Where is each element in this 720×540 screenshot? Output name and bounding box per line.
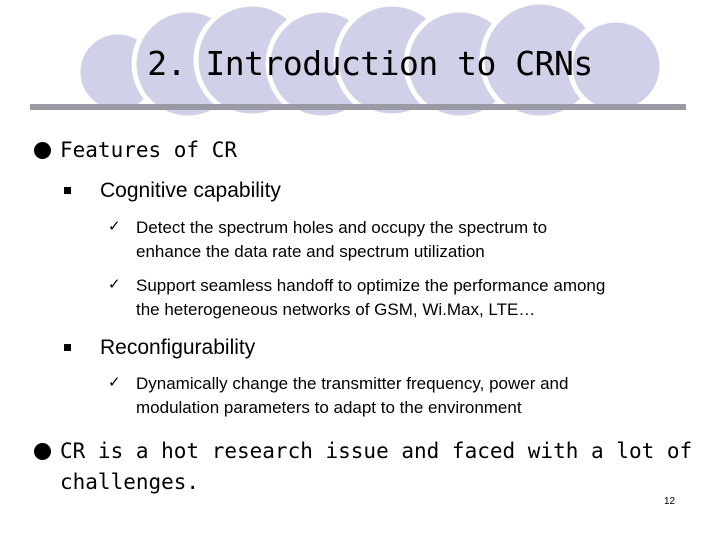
slide-title: 2. Introduction to CRNs xyxy=(147,44,593,83)
checkmark-icon: ✓ xyxy=(108,275,121,293)
bullet-line: CR is a hot research issue and faced with a lot of xyxy=(60,439,693,463)
checkmark-icon: ✓ xyxy=(108,373,121,391)
subbullet-reconfigurability: Reconfigurability xyxy=(100,336,256,359)
bullet-hot-research-issue xyxy=(60,436,692,498)
item-line: Dynamically change the transmitter frequency, power and xyxy=(136,374,569,393)
subbullet-cognitive-capability: Cognitive capability xyxy=(100,179,281,202)
item-line: the heterogeneous networks of GSM, Wi.Max, LTE… xyxy=(136,300,536,319)
filled-circle-bullet-icon xyxy=(34,142,51,159)
item-detect-spectrum-holes xyxy=(136,216,547,264)
item-dynamic-change xyxy=(136,372,568,420)
square-bullet-icon xyxy=(64,187,71,194)
item-seamless-handoff xyxy=(136,274,605,322)
title-underline-bar xyxy=(30,104,686,110)
page-number: 12 xyxy=(664,496,676,507)
item-line: Support seamless handoff to optimize the performance among xyxy=(136,276,606,295)
checkmark-icon: ✓ xyxy=(108,217,121,235)
item-line: Detect the spectrum holes and occupy the spectrum to xyxy=(136,218,548,237)
bullet-features-of-cr: Features of CR xyxy=(60,138,238,162)
bullet-line: challenges. xyxy=(60,470,200,494)
item-line: enhance the data rate and spectrum utilization xyxy=(136,242,485,261)
square-bullet-icon xyxy=(64,344,71,351)
item-line: modulation parameters to adapt to the environment xyxy=(136,398,522,417)
filled-circle-bullet-icon xyxy=(34,443,51,460)
